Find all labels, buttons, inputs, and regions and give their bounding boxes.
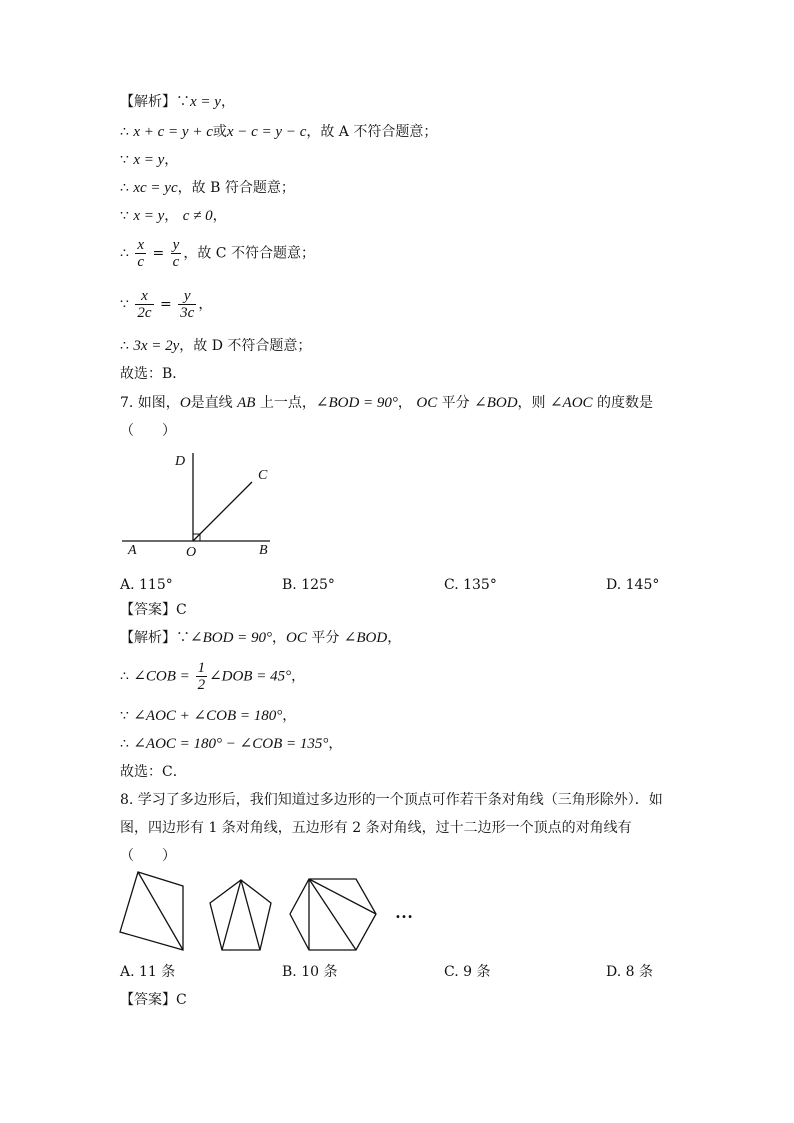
q8-option-a: A. 11 条 (120, 964, 176, 980)
q8-answer: 【答案】C (120, 992, 187, 1008)
label-o: O (186, 545, 197, 560)
pentagon (210, 880, 271, 950)
q7-stem-line-2: （ ） (120, 423, 176, 439)
fraction: $\frac{y}{3c}$ (180, 288, 195, 321)
q7-option-b: B. 125° (282, 577, 335, 593)
fraction: $\frac{x}{2c}$ (137, 288, 152, 321)
q7-option-c: C. 135° (444, 577, 497, 593)
analysis-label: 【解析】∵ (120, 94, 190, 110)
because-symbol: ∵ (120, 208, 134, 224)
therefore-symbol: ∴ (120, 124, 134, 140)
text: ， (164, 208, 183, 224)
math: 3x = 2y (133, 338, 180, 354)
fraction: $\frac{x}{c}$ (137, 237, 145, 270)
math: AB (237, 395, 256, 411)
math: ∠COB = (133, 668, 194, 685)
text: 上一点， (255, 395, 316, 411)
text: 平分 (306, 630, 344, 646)
text: ，故 A 不符合题意； (306, 124, 438, 140)
math: ∠BOD (474, 395, 518, 411)
math: ∠BOD = 90° (315, 395, 398, 411)
label-b: B (259, 543, 268, 558)
therefore-symbol: ∴ (120, 180, 134, 196)
text: ， (198, 296, 213, 313)
quadrilateral (120, 872, 183, 950)
text: 或 (212, 124, 227, 140)
fraction: $\frac{1}{2}$ (197, 660, 206, 693)
math: O (179, 395, 191, 411)
q8-option-c: C. 9 条 (444, 964, 491, 980)
analysis-label: 【解析】∵ (120, 630, 190, 646)
math: x − c = y − c (226, 124, 307, 140)
pentagon-diagonal-1 (241, 880, 260, 950)
q8-stem-line-2: 图，四边形有 1 条对角线，五边形有 2 条对角线，过十二边形一个顶点的对角线有 (120, 820, 632, 836)
q7-answer: 【答案】C (120, 602, 187, 618)
math: ∠BOD = 90° (190, 630, 273, 646)
q7-choose: 故选：C． (120, 764, 187, 780)
text: ， (272, 630, 287, 646)
math: x + c = y + c (133, 124, 213, 140)
text: = (155, 296, 177, 313)
math: xc = yc (133, 180, 178, 196)
text: ， (282, 708, 297, 724)
label-c: C (258, 468, 268, 483)
text: ，则 (517, 395, 550, 411)
q8-option-b: B. 10 条 (282, 964, 338, 980)
math: ∠AOC = 180° − ∠COB = 135° (133, 736, 329, 752)
math: ∠BOD (343, 630, 388, 646)
math: x = y (133, 208, 165, 224)
text: ， (328, 736, 343, 752)
text: 7. 如图， (120, 395, 180, 411)
pentagon-diagonal-2 (222, 880, 241, 950)
therefore-symbol: ∴ (120, 736, 134, 752)
sol6-choose: 故选：B． (120, 366, 187, 382)
math: x = y (133, 152, 165, 168)
q8-stem-line-3: （ ） (120, 848, 176, 864)
q7-option-a: A. 115° (120, 577, 173, 593)
text: 平分 (437, 395, 475, 411)
text: ， (212, 208, 227, 224)
math: OC (416, 395, 438, 411)
math: ∠DOB = 45° (209, 668, 292, 685)
label-d: D (175, 454, 186, 469)
q8-stem-line-1: 8. 学习了多边形后，我们知道过多边形的一个顶点可作若干条对角线（三角形除外）．如 (120, 792, 663, 808)
label-a: A (128, 543, 137, 558)
math: x = y (190, 94, 221, 110)
text: ， (164, 152, 179, 168)
hexagon-diagonal-2 (309, 879, 356, 950)
because-symbol: ∵ (120, 708, 134, 724)
q7-option-d: D. 145° (606, 577, 660, 593)
math: OC (286, 630, 307, 646)
text: ， (387, 630, 402, 646)
text: ，故 B 符合题意； (177, 180, 295, 196)
text: 的度数是 (592, 395, 654, 411)
text: ，故 C 不符合题意； (183, 245, 315, 262)
text: = (148, 245, 169, 262)
because-symbol: ∵ (120, 296, 134, 313)
text: ， (220, 94, 235, 110)
text: ，故 D 不符合题意； (179, 338, 312, 354)
because-symbol: ∵ (120, 152, 134, 168)
therefore-symbol: ∴ (120, 668, 134, 685)
fraction: $\frac{y}{c}$ (172, 237, 180, 270)
therefore-symbol: ∴ (120, 245, 134, 262)
text: ， (397, 395, 417, 411)
math: ∠AOC (549, 395, 593, 411)
math: c ≠ 0 (182, 208, 213, 224)
ellipsis: … (395, 902, 413, 922)
text: ， (291, 668, 306, 685)
therefore-symbol: ∴ (120, 338, 134, 354)
math: ∠AOC + ∠COB = 180° (133, 708, 283, 724)
text: 是直线 (190, 395, 238, 411)
q8-option-d: D. 8 条 (606, 964, 653, 980)
